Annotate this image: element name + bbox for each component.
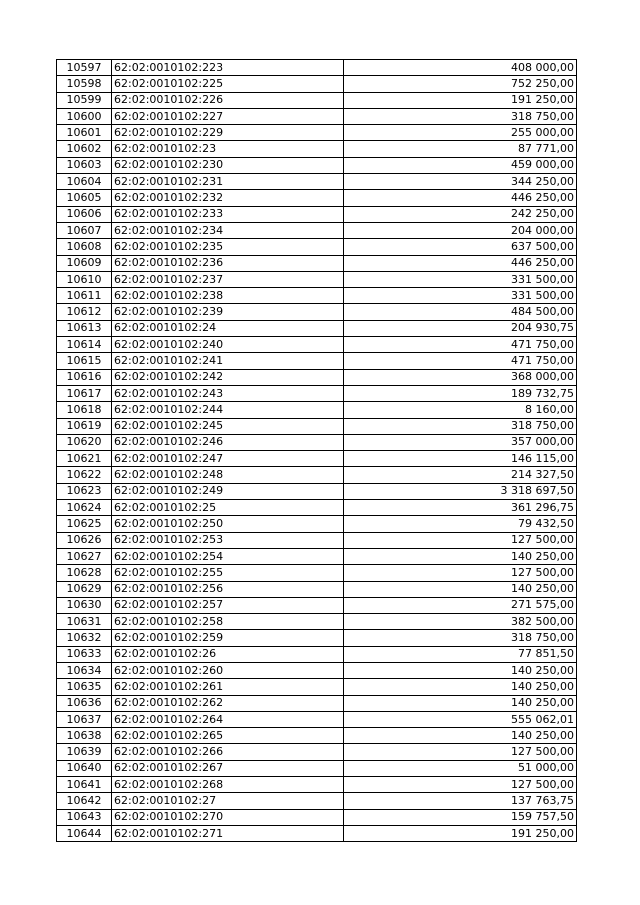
cadastral-number-cell: 62:02:0010102:235 xyxy=(112,239,344,255)
cadastral-number-cell: 62:02:0010102:256 xyxy=(112,581,344,597)
table-row xyxy=(57,353,577,369)
cadastral-value-cell: 140 250,00 xyxy=(344,581,577,597)
cadastral-number-cell: 62:02:0010102:270 xyxy=(112,809,344,825)
cadastral-number-cell: 62:02:0010102:225 xyxy=(112,76,344,92)
cadastral-number-cell: 62:02:0010102:25 xyxy=(112,500,344,516)
cadastral-number-cell: 62:02:0010102:246 xyxy=(112,434,344,450)
cadastral-value-cell: 204 000,00 xyxy=(344,222,577,238)
cadastral-number-cell: 62:02:0010102:229 xyxy=(112,125,344,141)
cadastral-number-cell: 62:02:0010102:242 xyxy=(112,369,344,385)
cadastral-number-cell: 62:02:0010102:267 xyxy=(112,760,344,776)
cadastral-number-cell: 62:02:0010102:233 xyxy=(112,206,344,222)
row-number-cell: 10606 xyxy=(57,206,112,222)
table-row xyxy=(57,320,577,336)
cadastral-value-cell: 344 250,00 xyxy=(344,174,577,190)
row-number-cell: 10613 xyxy=(57,320,112,336)
row-number-cell: 10599 xyxy=(57,92,112,108)
table-row xyxy=(57,500,577,516)
row-number-cell: 10616 xyxy=(57,369,112,385)
row-number-cell: 10621 xyxy=(57,451,112,467)
row-number-cell: 10623 xyxy=(57,483,112,499)
cadastral-number-cell: 62:02:0010102:262 xyxy=(112,695,344,711)
cadastral-value-cell: 446 250,00 xyxy=(344,255,577,271)
cadastral-number-cell: 62:02:0010102:247 xyxy=(112,451,344,467)
table-row xyxy=(57,483,577,499)
table-row xyxy=(57,255,577,271)
table-row xyxy=(57,711,577,727)
cadastral-number-cell: 62:02:0010102:264 xyxy=(112,711,344,727)
row-number-cell: 10614 xyxy=(57,337,112,353)
row-number-cell: 10610 xyxy=(57,271,112,287)
cadastral-number-cell: 62:02:0010102:271 xyxy=(112,825,344,841)
table-row xyxy=(57,662,577,678)
cadastral-value-cell: 382 500,00 xyxy=(344,614,577,630)
table-row xyxy=(57,206,577,222)
cadastral-value-cell: 242 250,00 xyxy=(344,206,577,222)
cadastral-value-cell: 331 500,00 xyxy=(344,288,577,304)
row-number-cell: 10634 xyxy=(57,662,112,678)
row-number-cell: 10615 xyxy=(57,353,112,369)
cadastral-value-cell: 637 500,00 xyxy=(344,239,577,255)
cadastral-number-cell: 62:02:0010102:250 xyxy=(112,516,344,532)
cadastral-number-cell: 62:02:0010102:249 xyxy=(112,483,344,499)
table-row xyxy=(57,516,577,532)
row-number-cell: 10617 xyxy=(57,385,112,401)
cadastral-number-cell: 62:02:0010102:258 xyxy=(112,614,344,630)
row-number-cell: 10608 xyxy=(57,239,112,255)
cadastral-number-cell: 62:02:0010102:255 xyxy=(112,565,344,581)
cadastral-value-cell: 140 250,00 xyxy=(344,662,577,678)
cadastral-number-cell: 62:02:0010102:26 xyxy=(112,646,344,662)
table-row xyxy=(57,548,577,564)
table-row xyxy=(57,222,577,238)
table-row xyxy=(57,418,577,434)
cadastral-number-cell: 62:02:0010102:241 xyxy=(112,353,344,369)
row-number-cell: 10642 xyxy=(57,793,112,809)
row-number-cell: 10632 xyxy=(57,630,112,646)
cadastral-value-cell: 140 250,00 xyxy=(344,695,577,711)
table-row xyxy=(57,157,577,173)
cadastral-value-cell: 140 250,00 xyxy=(344,679,577,695)
row-number-cell: 10640 xyxy=(57,760,112,776)
cadastral-value-cell: 331 500,00 xyxy=(344,271,577,287)
cadastral-value-cell: 51 000,00 xyxy=(344,760,577,776)
cadastral-value-cell: 8 160,00 xyxy=(344,402,577,418)
cadastral-value-cell: 471 750,00 xyxy=(344,337,577,353)
table-row xyxy=(57,744,577,760)
cadastral-value-cell: 361 296,75 xyxy=(344,500,577,516)
cadastral-value-cell: 752 250,00 xyxy=(344,76,577,92)
table-row xyxy=(57,614,577,630)
row-number-cell: 10644 xyxy=(57,825,112,841)
table-row xyxy=(57,434,577,450)
cadastral-value-cell: 140 250,00 xyxy=(344,548,577,564)
cadastral-value-cell: 3 318 697,50 xyxy=(344,483,577,499)
row-number-cell: 10637 xyxy=(57,711,112,727)
row-number-cell: 10607 xyxy=(57,222,112,238)
cadastral-value-cell: 204 930,75 xyxy=(344,320,577,336)
table-row xyxy=(57,369,577,385)
row-number-cell: 10633 xyxy=(57,646,112,662)
row-number-cell: 10604 xyxy=(57,174,112,190)
table-row xyxy=(57,402,577,418)
cadastral-value-cell: 318 750,00 xyxy=(344,630,577,646)
cadastral-number-cell: 62:02:0010102:230 xyxy=(112,157,344,173)
table-row xyxy=(57,809,577,825)
cadastral-value-cell: 191 250,00 xyxy=(344,825,577,841)
table-body xyxy=(57,60,577,842)
cadastral-value-cell: 318 750,00 xyxy=(344,108,577,124)
cadastral-number-cell: 62:02:0010102:24 xyxy=(112,320,344,336)
cadastral-number-cell: 62:02:0010102:248 xyxy=(112,467,344,483)
cadastral-value-cell: 471 750,00 xyxy=(344,353,577,369)
row-number-cell: 10605 xyxy=(57,190,112,206)
cadastral-number-cell: 62:02:0010102:268 xyxy=(112,777,344,793)
row-number-cell: 10639 xyxy=(57,744,112,760)
cadastral-value-table xyxy=(56,59,577,842)
cadastral-value-cell: 137 763,75 xyxy=(344,793,577,809)
table-row xyxy=(57,467,577,483)
row-number-cell: 10622 xyxy=(57,467,112,483)
table-row xyxy=(57,239,577,255)
cadastral-number-cell: 62:02:0010102:261 xyxy=(112,679,344,695)
row-number-cell: 10603 xyxy=(57,157,112,173)
table-row xyxy=(57,597,577,613)
row-number-cell: 10629 xyxy=(57,581,112,597)
cadastral-number-cell: 62:02:0010102:257 xyxy=(112,597,344,613)
cadastral-number-cell: 62:02:0010102:223 xyxy=(112,60,344,76)
cadastral-number-cell: 62:02:0010102:253 xyxy=(112,532,344,548)
cadastral-value-cell: 191 250,00 xyxy=(344,92,577,108)
row-number-cell: 10601 xyxy=(57,125,112,141)
cadastral-value-cell: 146 115,00 xyxy=(344,451,577,467)
table-row xyxy=(57,337,577,353)
cadastral-number-cell: 62:02:0010102:226 xyxy=(112,92,344,108)
table-row xyxy=(57,646,577,662)
table-row xyxy=(57,190,577,206)
cadastral-value-cell: 318 750,00 xyxy=(344,418,577,434)
table-row xyxy=(57,141,577,157)
cadastral-value-cell: 140 250,00 xyxy=(344,728,577,744)
cadastral-value-cell: 127 500,00 xyxy=(344,744,577,760)
cadastral-value-cell: 408 000,00 xyxy=(344,60,577,76)
cadastral-value-cell: 127 500,00 xyxy=(344,532,577,548)
row-number-cell: 10618 xyxy=(57,402,112,418)
cadastral-number-cell: 62:02:0010102:240 xyxy=(112,337,344,353)
table-row xyxy=(57,793,577,809)
table-row xyxy=(57,777,577,793)
cadastral-value-cell: 127 500,00 xyxy=(344,777,577,793)
cadastral-value-cell: 127 500,00 xyxy=(344,565,577,581)
row-number-cell: 10641 xyxy=(57,777,112,793)
cadastral-number-cell: 62:02:0010102:232 xyxy=(112,190,344,206)
table-row xyxy=(57,304,577,320)
cadastral-number-cell: 62:02:0010102:236 xyxy=(112,255,344,271)
row-number-cell: 10609 xyxy=(57,255,112,271)
row-number-cell: 10635 xyxy=(57,679,112,695)
cadastral-number-cell: 62:02:0010102:237 xyxy=(112,271,344,287)
cadastral-value-cell: 271 575,00 xyxy=(344,597,577,613)
row-number-cell: 10627 xyxy=(57,548,112,564)
cadastral-number-cell: 62:02:0010102:266 xyxy=(112,744,344,760)
row-number-cell: 10626 xyxy=(57,532,112,548)
row-number-cell: 10643 xyxy=(57,809,112,825)
cadastral-number-cell: 62:02:0010102:23 xyxy=(112,141,344,157)
row-number-cell: 10630 xyxy=(57,597,112,613)
row-number-cell: 10619 xyxy=(57,418,112,434)
row-number-cell: 10631 xyxy=(57,614,112,630)
cadastral-number-cell: 62:02:0010102:239 xyxy=(112,304,344,320)
row-number-cell: 10638 xyxy=(57,728,112,744)
row-number-cell: 10598 xyxy=(57,76,112,92)
row-number-cell: 10620 xyxy=(57,434,112,450)
table-row xyxy=(57,385,577,401)
row-number-cell: 10602 xyxy=(57,141,112,157)
cadastral-number-cell: 62:02:0010102:27 xyxy=(112,793,344,809)
row-number-cell: 10611 xyxy=(57,288,112,304)
table-row xyxy=(57,630,577,646)
row-number-cell: 10636 xyxy=(57,695,112,711)
table-row xyxy=(57,695,577,711)
cadastral-value-cell: 357 000,00 xyxy=(344,434,577,450)
cadastral-number-cell: 62:02:0010102:265 xyxy=(112,728,344,744)
table-row xyxy=(57,108,577,124)
row-number-cell: 10625 xyxy=(57,516,112,532)
table-row xyxy=(57,581,577,597)
table-row xyxy=(57,174,577,190)
cadastral-value-cell: 459 000,00 xyxy=(344,157,577,173)
row-number-cell: 10612 xyxy=(57,304,112,320)
table-row xyxy=(57,728,577,744)
table-row xyxy=(57,532,577,548)
table-row xyxy=(57,825,577,841)
cadastral-number-cell: 62:02:0010102:254 xyxy=(112,548,344,564)
cadastral-value-cell: 214 327,50 xyxy=(344,467,577,483)
cadastral-value-cell: 555 062,01 xyxy=(344,711,577,727)
row-number-cell: 10624 xyxy=(57,500,112,516)
table-row xyxy=(57,451,577,467)
cadastral-value-cell: 159 757,50 xyxy=(344,809,577,825)
cadastral-number-cell: 62:02:0010102:260 xyxy=(112,662,344,678)
cadastral-number-cell: 62:02:0010102:244 xyxy=(112,402,344,418)
row-number-cell: 10628 xyxy=(57,565,112,581)
table-row xyxy=(57,760,577,776)
cadastral-value-cell: 255 000,00 xyxy=(344,125,577,141)
row-number-cell: 10597 xyxy=(57,60,112,76)
cadastral-value-cell: 77 851,50 xyxy=(344,646,577,662)
cadastral-value-cell: 79 432,50 xyxy=(344,516,577,532)
table-row xyxy=(57,76,577,92)
table-row xyxy=(57,60,577,76)
cadastral-value-cell: 189 732,75 xyxy=(344,385,577,401)
cadastral-number-cell: 62:02:0010102:245 xyxy=(112,418,344,434)
cadastral-value-cell: 368 000,00 xyxy=(344,369,577,385)
table-row xyxy=(57,288,577,304)
cadastral-number-cell: 62:02:0010102:234 xyxy=(112,222,344,238)
table-row xyxy=(57,92,577,108)
table-row xyxy=(57,565,577,581)
cadastral-number-cell: 62:02:0010102:259 xyxy=(112,630,344,646)
cadastral-number-cell: 62:02:0010102:243 xyxy=(112,385,344,401)
table-row xyxy=(57,125,577,141)
cadastral-value-cell: 484 500,00 xyxy=(344,304,577,320)
table-row xyxy=(57,679,577,695)
row-number-cell: 10600 xyxy=(57,108,112,124)
cadastral-value-cell: 87 771,00 xyxy=(344,141,577,157)
cadastral-number-cell: 62:02:0010102:231 xyxy=(112,174,344,190)
cadastral-number-cell: 62:02:0010102:238 xyxy=(112,288,344,304)
table-row xyxy=(57,271,577,287)
cadastral-number-cell: 62:02:0010102:227 xyxy=(112,108,344,124)
cadastral-value-cell: 446 250,00 xyxy=(344,190,577,206)
